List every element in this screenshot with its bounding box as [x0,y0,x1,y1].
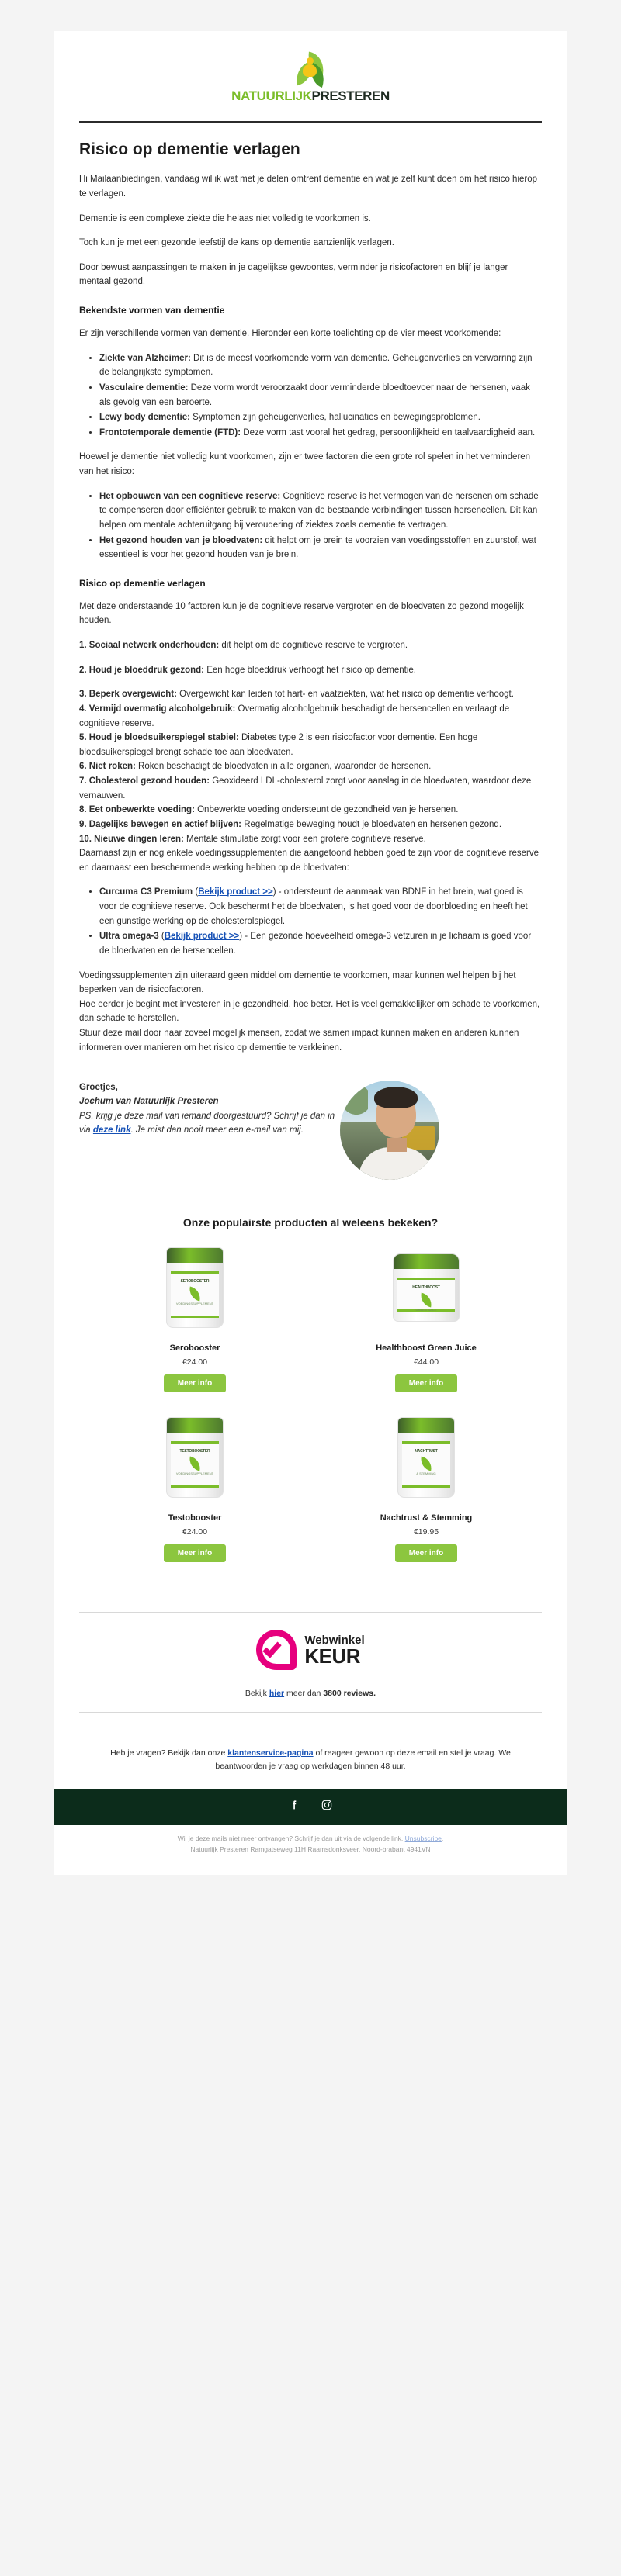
item-term: 10. Nieuwe dingen leren: [79,834,184,844]
factors-intro: Hoewel je dementie niet volledig kunt voorkomen, zijn er twee factoren die een grote rol spelen in het verminderen van het risico: [79,452,531,476]
reviews-count: 3800 reviews. [323,1689,376,1699]
item-term: 1. Sociaal netwerk onderhouden: [79,641,220,650]
ten-factors-list [79,638,542,875]
webwinkelkeur-line1: Webwinkel [304,1633,365,1647]
jar-label-title: TESTOBOOSTER [179,1449,210,1454]
product-price: €24.00 [182,1357,208,1368]
form-term: Ziekte van Alzheimer: [99,353,191,363]
legal-footer [54,1825,567,1875]
more-info-button[interactable]: Meer info [395,1374,457,1392]
numbered-item [79,638,542,653]
item-term: 6. Niet roken: [79,762,136,772]
more-info-button[interactable]: Meer info [164,1374,226,1392]
intro-paragraph-2: Dementie is een complexe ziekte die helaas niet volledig te voorkomen is. [79,213,371,223]
signature-name: Jochum van Natuurlijk Presteren [79,1097,219,1107]
outro-paragraph-3: Stuur deze mail door naar zoveel mogelijk mensen, zodat we samen impact kunnen maken en anderen kunnen informeren over manieren om het risico op dementie te verkleinen. [79,1029,519,1053]
jar-label-sub: & STEMMING [416,1471,436,1476]
outro-paragraph-1: Voedingssupplementen zijn uiteraard geen middel om dementie te voorkomen, maar kunnen wel helpen bij het beperken van de risicofactoren. [79,970,516,995]
numbered-item [79,774,542,803]
instagram-icon[interactable] [321,1799,333,1815]
signature-photo-wrap [335,1081,542,1180]
view-product-link-omega3[interactable]: Bekijk product >> [164,932,240,942]
list-item: • Ultra omega-3 (Bekijk product >>) - Een gezonde hoeveelheid omega-3 vetzuren in je lichaam is goed voor de bloedvaten en de hersencellen. [99,929,542,958]
reviews-middle: meer dan [284,1689,324,1699]
products-grid [79,1243,542,1582]
leaf-person-icon [292,53,329,87]
product-name: Testobooster [168,1513,222,1523]
product-image [148,1243,241,1336]
avatar [340,1081,439,1180]
product-card[interactable] [310,1243,542,1412]
dementia-forms-list [79,351,542,441]
forms-intro: Er zijn verschillende vormen van dementie. Hieronder een korte toelichting op de vier meest voorkomende: [79,329,501,338]
brand-header [54,31,567,112]
factor-term: Het opbouwen van een cognitieve reserve: [99,491,281,501]
support-before-text: Heb je vragen? Bekijk dan onze [110,1748,228,1758]
intro-paragraph-1: Hi Mailaanbiedingen, vandaag wil ik wat met je delen omtrent dementie en wat je zelf kunt doen om het risico hierop te verlagen. [79,175,538,199]
item-desc: Geoxideerd LDL-cholesterol zorgt voor aanslag in de bloedvaten, waardoor deze vernauwen. [79,776,532,800]
numbered-item [79,663,542,678]
form-desc: Deze vorm wordt veroorzaakt door verminderde bloedtoevoer naar de hersenen, vaak als gevolg van een beroerte. [99,382,530,407]
product-card[interactable] [79,1412,310,1582]
jar-label-title: NACHTRUST [415,1449,438,1454]
supplement-desc: - ondersteunt de aanmaak van BDNF in het brein, wat goed is voor de cognitieve reserve. Ook beschermt het de bloedvaten, is het goed voor de doorbloeding en heeft het een gunstige werking op de cholesterolspiegel. [99,887,528,926]
item-desc: Overmatig alcoholgebruik beschadigt de hersencellen en verlaagt de cognitieve reserve. [79,704,510,728]
supplements-list [79,885,542,958]
webwinkelkeur-wordmark [304,1634,364,1666]
signature-text [79,1081,335,1137]
item-desc: Roken beschadigt de bloedvaten in alle organen, waaronder de hersenen. [135,762,432,772]
numbered-item [79,832,542,847]
supplement-tub-icon [393,1253,460,1322]
factor-desc: dit helpt om je brein te voorzien van voedingsstoffen en zuurstof, wat essentieel is voor het gezond houden van je brein. [99,535,536,560]
numbered-item [79,687,542,702]
numbered-item [79,731,542,759]
list-item [99,410,542,425]
item-term: 8. Eet onbewerkte voeding: [79,805,195,815]
product-name: Nachtrust & Stemming [380,1513,473,1523]
customer-service-link[interactable]: klantenservice-pagina [227,1748,314,1758]
outro-paragraph-2: Hoe eerder je begint met investeren in je gezondheid, hoe beter. Het is veel gemakkelijker om schade te voorkomen, dan schade te herstellen. [79,999,540,1024]
factor-desc: Cognitieve reserve is het vermogen van de hersenen om schade te compenseren door efficiënter gebruik te maken van de bestaande verbindingen tussen hersencellen. Dit kan helpen om mentale achteruitgang bij veroudering of ziektes zoals dementie te vertragen. [99,491,539,530]
supplement-jar-icon [166,1417,224,1498]
products-title: Onze populairste producten al weleens bekeken? [182,1216,439,1229]
supplement-jar-icon [397,1417,455,1498]
view-product-link-curcuma[interactable]: Bekijk product >> [198,887,273,897]
company-address: Natuurlijk Presteren Ramgatseweg 11H Raamsdonksveer, Noord-brabant 4941VN [190,1845,431,1853]
reviews-text [79,1689,542,1698]
item-term: 5. Houd je bloedsuikerspiegel stabiel: [79,733,239,743]
list-item [99,381,542,410]
numbered-item [79,818,542,832]
brand-logo[interactable] [231,53,390,102]
list-item: • Curcuma C3 Premium (Bekijk product >>) - ondersteunt de aanmaak van BDNF in het brein, wat goed is voor de cognitieve reserve. Ook beschermt het de bloedvaten, is het goed voor de doorbloeding en heeft het een gunstige werking op de cholesterolspiegel. [99,885,542,928]
legal-before-text: Wil je deze mails niet meer ontvangen? Schrijf je dan uit via de volgende link. [177,1834,405,1842]
item-desc: Diabetes type 2 is een risicofactor voor dementie. Een hoge bloedsuikerspiegel brengt schade toe aan bloedvaten. [79,733,478,757]
form-term: Frontotemporale dementie (FTD): [99,427,241,437]
more-info-button[interactable]: Meer info [395,1544,457,1562]
product-image [148,1412,241,1506]
product-card[interactable] [79,1243,310,1412]
article-content [54,123,567,1070]
email-body [54,31,567,1875]
list-item [99,489,542,533]
social-bar [54,1789,567,1825]
numbered-item [79,803,542,818]
product-price: €44.00 [413,1357,439,1368]
list-item [99,426,542,441]
webwinkelkeur-line2: KEUR [304,1644,361,1668]
unsubscribe-line [78,1833,543,1844]
signature-block [54,1070,567,1186]
subscribe-link[interactable]: deze link [92,1125,131,1135]
numbered-item [79,759,542,774]
brand-wordmark [231,89,390,102]
item-desc: dit helpt om de cognitieve reserve te vergroten. [219,641,408,650]
form-term: Lewy body dementie: [99,413,190,423]
legal-after-text: . [441,1834,444,1842]
supplement-desc: - Een gezonde hoeveelheid omega-3 vetzuren in je lichaam is goed voor de bloedvaten en de hersencellen. [99,932,532,956]
supplement-jar-icon [166,1247,224,1328]
forms-heading: Bekendste vormen van dementie [79,305,225,316]
list-item [99,351,542,380]
item-desc: Mentale stimulatie zorgt voor een grotere cognitieve reserve. [183,834,426,844]
numbered-item [79,702,542,731]
jar-label-sub: GREEN JUICE [415,1308,437,1312]
item-term: 3. Beperk overgewicht: [79,690,177,700]
products-section [54,1186,567,1596]
ps-after-text: . Je mist dan nooit meer een e-mail van mij. [130,1125,304,1135]
product-name: Healthboost Green Juice [376,1343,477,1354]
intro-paragraph-3: Toch kun je met een gezonde leefstijl de kans op dementie aanzienlijk verlagen. [79,238,394,248]
reviews-link[interactable]: hier [269,1689,285,1699]
brand-wordmark-part2: PRESTEREN [311,88,390,103]
ps-before-text: PS. krijg je deze mail van iemand doorgestuurd? Schrijf je dan in via [79,1111,335,1135]
webwinkelkeur-check-icon [256,1630,297,1670]
product-name: Serobooster [169,1343,220,1354]
more-info-button[interactable]: Meer info [164,1544,226,1562]
risk-factors-list [79,489,542,562]
form-desc: Deze vorm tast vooral het gedrag, persoonlijkheid en taalvaardigheid aan. [241,427,536,437]
product-price: €19.95 [413,1527,439,1537]
supplement-name: Curcuma C3 Premium [99,887,193,897]
jar-label-title: SEROBOOSTER [180,1279,210,1285]
list-item [99,534,542,562]
lower-risk-intro: Met deze onderstaande 10 factoren kun je de cognitieve reserve vergroten en de bloedvaten zo gezond mogelijk houden. [79,601,524,626]
jar-label-sub: VOEDINGSSUPPLEMENT [175,1302,214,1306]
item-term: 2. Houd je bloeddruk gezond: [79,665,204,675]
support-after-text: of reageer gewoon op deze email en stel je vraag. We beantwoorden je vraag op werkdagen binnen 48 uur. [215,1748,511,1772]
item-desc: Onbewerkte voeding ondersteunt de gezondheid van je hersenen. [194,805,459,815]
unsubscribe-link[interactable]: Unsubscribe [404,1834,442,1842]
support-section [54,1733,567,1789]
support-divider [79,1712,542,1713]
signature-ps [79,1109,335,1137]
form-desc: Symptomen zijn geheugenverlies, hallucinaties en bewegingsproblemen. [189,413,480,423]
item-term: 7. Cholesterol gezond houden: [79,776,210,786]
supplements-intro: Daarnaast zijn er nog enkele voedingssupplementen die aangetoond hebben goed te zijn voor de cognitieve reserve en daarnaast een beschermende werking hebben op de bloedvaten: [79,849,539,873]
item-desc: Een hoge bloeddruk verhoogt het risico op dementie. [204,665,416,675]
lower-risk-heading: Risico op dementie verlagen [79,577,206,589]
trust-divider [79,1612,542,1613]
product-image [380,1243,473,1336]
supplement-name: Ultra omega-3 [99,932,159,942]
webwinkelkeur-logo[interactable] [79,1630,542,1670]
jar-label-sub: VOEDINGSSUPPLEMENT [175,1471,214,1476]
reviews-before: Bekijk [245,1689,269,1699]
factor-term: Het gezond houden van je bloedvaten: [99,535,263,545]
page-title: Risico op dementie verlagen [79,140,300,158]
product-image [380,1412,473,1506]
form-desc: Dit is de meest voorkomende vorm van dementie. Geheugenverlies en verwarring zijn de belangrijkste symptomen. [99,353,533,378]
product-price: €24.00 [182,1527,208,1537]
item-desc: Overgewicht kan leiden tot hart- en vaatziekten, wat het risico op dementie verhoogt. [176,690,514,700]
item-desc: Regelmatige beweging houdt je bloedvaten en hersenen gezond. [241,819,502,829]
intro-paragraph-4: Door bewust aanpassingen te maken in je dagelijkse gewoontes, verminder je risicofactoren en blijf je langer mentaal gezond. [79,262,508,287]
form-term: Vasculaire dementie: [99,382,189,392]
facebook-icon[interactable] [288,1799,300,1815]
product-card[interactable] [310,1412,542,1582]
jar-label-title: HEALTHBOOST [412,1285,440,1291]
brand-wordmark-part1: NATUURLIJK [231,88,312,103]
signature-greeting: Groetjes, [79,1083,118,1093]
trust-section [54,1596,567,1733]
item-term: 4. Vermijd overmatig alcoholgebruik: [79,704,236,714]
item-term: 9. Dagelijks bewegen en actief blijven: [79,819,241,829]
